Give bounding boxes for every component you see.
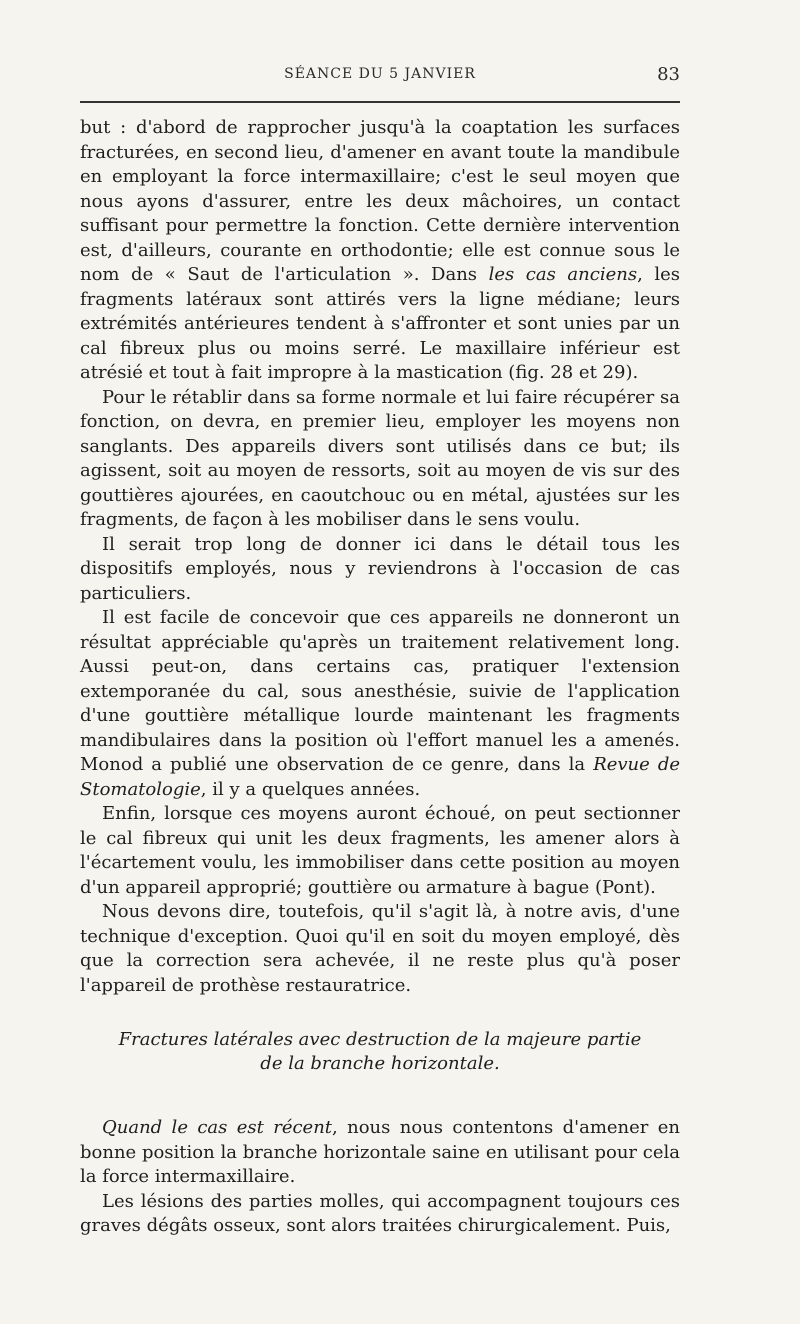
page-header (80, 62, 680, 90)
section-subheading (80, 1028, 680, 1076)
header-rule (80, 101, 680, 103)
paragraph-1: but : d'abord de rapprocher jusqu'à la coaptation les surfaces fracturées, en second lieu, d'amener en avant toute la mandibule en employant la force intermaxillaire; c'est le seul moyen que nous ayons d'assurer, entre les deux mâchoires, un contact suffisant pour permettre la fonction. Cette dernière intervention est, d'ailleurs, courante en orthodontie; elle est connue sous le nom de « Saut de l'articulation ». Dans les cas anciens, les fragments latéraux sont attirés vers la ligne médiane; leurs extrémités antérieures tendent à s'affronter et sont unies par un cal fibreux plus ou moins serré. Le maxillaire inférieur est atrésié et tout à fait impropre à la mastication (fig. 28 et 29). (80, 117, 680, 383)
subheading-line-1: Fractures latérales avec destruction de la majeure partie (118, 1029, 642, 1050)
running-title: SÉANCE DU 5 JANVIER (284, 66, 476, 82)
paragraph-4: Il est facile de concevoir que ces appareils ne donneront un résultat appréciable qu'après un traitement relativement long. Aussi peut-on, dans certains cas, pratiquer l'extension extemporanée du cal, sous anesthésie, suivie de l'application d'une gouttière métallique lourde maintenant les fragments mandibulaires dans la position où l'effort manuel les a amenés. Monod a publié une observation de ce genre, dans la Revue de Stomatologie, il y a quelques années. (80, 607, 680, 800)
page-number: 83 (657, 64, 680, 85)
body-text (80, 116, 680, 1239)
paragraph-7: Quand le cas est récent, nous nous contentons d'amener en bonne position la branche horizontale saine en utilisant pour cela la force intermaxillaire. (80, 1117, 680, 1187)
paragraph-6: Nous devons dire, toutefois, qu'il s'agit là, à notre avis, d'une technique d'exception. Quoi qu'il en soit du moyen employé, dès que la correction sera achevée, il ne reste plus qu'à poser l'appareil de prothèse restauratrice. (80, 901, 680, 996)
paragraph-2: Pour le rétablir dans sa forme normale et lui faire récupérer sa fonction, on devra, en premier lieu, employer les moyens non sanglants. Des appareils divers sont utilisés dans ce but; ils agissent, soit au moyen de ressorts, soit au moyen de vis sur des gouttières ajourées, en caoutchouc ou en métal, ajustées sur les fragments, de façon à les mobiliser dans le sens voulu. (80, 386, 680, 530)
paragraph-8: Les lésions des parties molles, qui accompagnent toujours ces graves dégâts osseux, sont alors traitées chirurgicalement. Puis, (80, 1190, 680, 1236)
subheading-line-2: de la branche horizontale. (260, 1053, 500, 1074)
paragraph-3: Il serait trop long de donner ici dans le détail tous les dispositifs employés, nous y reviendrons à l'occasion de cas particuliers. (80, 533, 680, 604)
paragraph-5: Enfin, lorsque ces moyens auront échoué, on peut sectionner le cal fibreux qui unit les deux fragments, les amener alors à l'écartement voulu, les immobiliser dans cette position au moyen d'un appareil approprié; gouttière ou armature à bague (Pont). (80, 803, 680, 898)
